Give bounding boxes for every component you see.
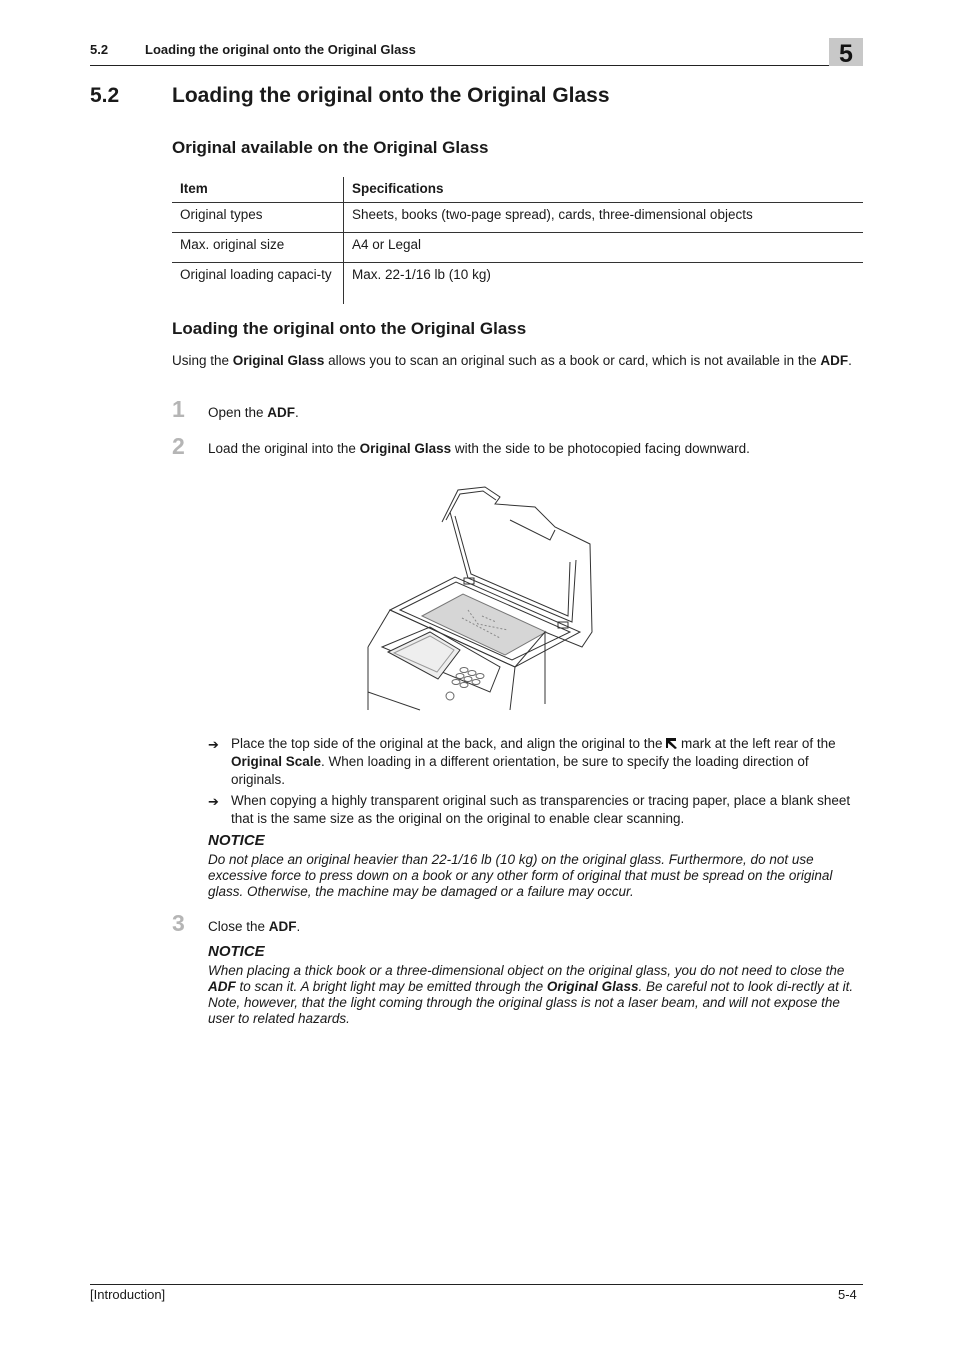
page-number: 5-4 xyxy=(838,1287,857,1302)
notice-heading: NOTICE xyxy=(208,832,265,849)
bullet-text: Place the top side of the original at the back, and align the original to the mark at the left rear of the Original Scale. When loading in a different orientation, be sure to specify the loading direction of originals. xyxy=(231,736,836,787)
table-cell-spec: Max. 22-1/16 lb (10 kg) xyxy=(352,267,491,282)
table-header-row xyxy=(172,177,863,203)
step-number: 2 xyxy=(172,433,185,459)
table-cell-item: Original types xyxy=(172,203,344,233)
notice-text: Do not place an original heavier than 22-1/16 lb (10 kg) on the original glass. Furthermore, do not use excessive force to press down on a book or any other form of original that must be spread on the original glass. Otherwise, the machine may be damaged or a failure may occur. xyxy=(208,852,833,899)
table-cell-spec: A4 or Legal xyxy=(344,233,864,263)
step-number: 3 xyxy=(172,910,185,936)
table-row xyxy=(172,233,863,263)
notice-text: When placing a thick book or a three-dimensional object on the original glass, you do not need to close the ADF to scan it. A bright light may be emitted through the Original Glass. Be careful not to look di-rectly at it. Note, however, that the light coming through the original glass is not a laser beam, and will not expose the user to related hazards. xyxy=(208,963,854,1026)
table-cell-item: Original loading capaci-ty xyxy=(172,263,344,305)
table-cell-spec: Sheets, books (two-page spread), cards, three-dimensional objects xyxy=(344,203,864,233)
page-title: Loading the original onto the Original Glass xyxy=(172,84,610,107)
page-title-number: 5.2 xyxy=(90,84,120,107)
available-originals-heading: Original available on the Original Glass xyxy=(172,138,489,157)
step-text: Close the ADF. xyxy=(208,919,301,934)
scanner-illustration xyxy=(360,482,600,712)
specifications-table xyxy=(172,177,863,304)
chapter-number-badge: 5 xyxy=(829,38,863,66)
table-row xyxy=(172,203,863,233)
notice-heading: NOTICE xyxy=(208,943,265,960)
table-header-specifications: Specifications xyxy=(344,177,864,203)
table-header-item: Item xyxy=(172,177,344,203)
bullet-arrow-icon: ➔ xyxy=(208,794,219,809)
table-row xyxy=(172,263,863,305)
footer-section-label: [Introduction] xyxy=(90,1287,166,1302)
intro-paragraph: Using the Original Glass allows you to scan an original such as a book or card, which is not available in the ADF. xyxy=(172,353,852,368)
step-text: Load the original into the Original Glass with the side to be photocopied facing downward. xyxy=(208,441,750,456)
footer-divider xyxy=(90,1284,863,1285)
bullet-arrow-icon: ➔ xyxy=(208,737,219,752)
table-cell-item: Max. original size xyxy=(172,233,344,263)
step-number: 1 xyxy=(172,396,185,422)
header-section-number: 5.2 xyxy=(90,42,109,57)
loading-heading: Loading the original onto the Original Glass xyxy=(172,319,527,338)
header-section-title: Loading the original onto the Original Glass xyxy=(145,42,416,57)
header-divider xyxy=(90,65,863,66)
bullet-text: When copying a highly transparent original such as transparencies or tracing paper, place a blank sheet that is the same size as the original on the original to enable clear scanning. xyxy=(231,793,851,826)
step-text: Open the ADF. xyxy=(208,405,299,420)
original-scale-mark-icon xyxy=(666,736,677,751)
